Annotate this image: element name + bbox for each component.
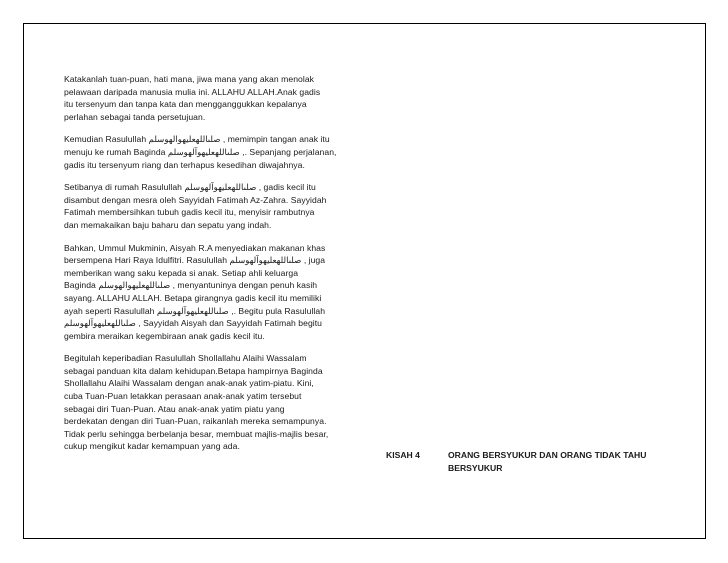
paragraph-line: sebagai panduan kita dalam kehidupan.Betapa hampirnya Baginda (64, 365, 323, 376)
paragraph-line: perlahan sebagai tanda persetujuan. (64, 111, 206, 122)
paragraph-line: pelawaan daripada manusia mulia ini. ALLAHU ALLAH.Anak gadis (64, 86, 321, 97)
story-paragraph-1 (64, 73, 374, 123)
paragraph-line: dan memakaikan baju baharu dan sepatu yang indah. (64, 219, 272, 230)
story-paragraph-3 (64, 181, 374, 231)
kisah-title-line: ORANG BERSYUKUR DAN ORANG TIDAK TAHU (448, 450, 647, 460)
document-page (23, 23, 706, 539)
paragraph-line: ayah seperti Rasulullah صلىاللهعليهوآلهوسلم ,. Begitu pula Rasulullah (64, 305, 326, 316)
paragraph-line: gadis itu tersenyum riang dan terhapus kesedihan diwajahnya. (64, 159, 305, 170)
paragraph-line: Baginda صلىاللهعليهوالهوسلم , menyantuninya dengan penuh kasih (64, 280, 318, 291)
paragraph-line: gembira meraikan kegembiraan anak gadis kecil itu. (64, 330, 265, 341)
story-text-column (64, 73, 374, 463)
paragraph-line: Katakanlah tuan-puan, hati mana, jiwa mana yang akan menolak (64, 74, 314, 84)
paragraph-line: bersempena Hari Raya Idulfitri. Rasulullah صلىاللهعليهوآلهوسلم , juga (64, 255, 326, 266)
paragraph-line: memberikan wang saku kepada si anak. Setiap ahli keluarga (64, 267, 299, 278)
paragraph-line: menuju ke rumah Baginda صلىاللهعليهوآلهوسلم ,. Sepanjang perjalanan, (64, 146, 337, 157)
paragraph-line: cuba Tuan-Puan letakkan perasaan anak-anak yatim tersebut (64, 391, 302, 402)
paragraph-line: cukup mengikut kadar kemampuan yang ada. (64, 441, 240, 452)
paragraph-line: sebagai diri Tuan-Puan. Atau anak-anak yatim piatu yang (64, 403, 285, 414)
story-paragraph-2 (64, 133, 374, 171)
paragraph-line: Shollallahu Alaihi Wassalam dengan anak-anak yatim-piatu. Kini, (64, 378, 314, 389)
paragraph-line: Kemudian Rasulullah صلىاللهعليهوالهوسلم , memimpin tangan anak itu (64, 134, 330, 145)
paragraph-line: Bahkan, Ummul Mukminin, Aisyah R.A menyediakan makanan khas (64, 242, 326, 253)
paragraph-line: sayang. ALLAHU ALLAH. Betapa girangnya gadis kecil itu memiliki (64, 292, 322, 303)
paragraph-line: Tidak perlu sehingga berbelanja besar, membuat majlis-majlis besar, (64, 428, 329, 439)
story-paragraph-5 (64, 352, 374, 453)
kisah-number-label: KISAH 4 (386, 450, 420, 460)
story-paragraph-4 (64, 242, 374, 343)
paragraph-line: disambut dengan mesra oleh Sayyidah Fatimah Az-Zahra. Sayyidah (64, 194, 327, 205)
paragraph-line: itu tersenyum dan tanpa kata dan mengganggukkan kepalanya (64, 99, 307, 110)
paragraph-line: Setibanya di rumah Rasulullah صلىاللهعليهوآلهوسلم , gadis kecil itu (64, 182, 316, 193)
paragraph-line: berdekatan dengan diri Tuan-Puan, raikanlah mereka semampunya. (64, 416, 327, 427)
paragraph-line: Begitulah keperibadian Rasulullah Shollallahu Alaihi Wassalam (64, 353, 307, 364)
kisah-title (448, 449, 688, 474)
kisah-title-line: BERSYUKUR (448, 462, 503, 473)
paragraph-line: Fatimah membersihkan tubuh gadis kecil itu, menyisir rambutnya (64, 207, 315, 218)
paragraph-line: صلىاللهعليهوآلهوسلم , Sayyidah Aisyah dan Sayyidah Fatimah begitu (64, 318, 323, 329)
